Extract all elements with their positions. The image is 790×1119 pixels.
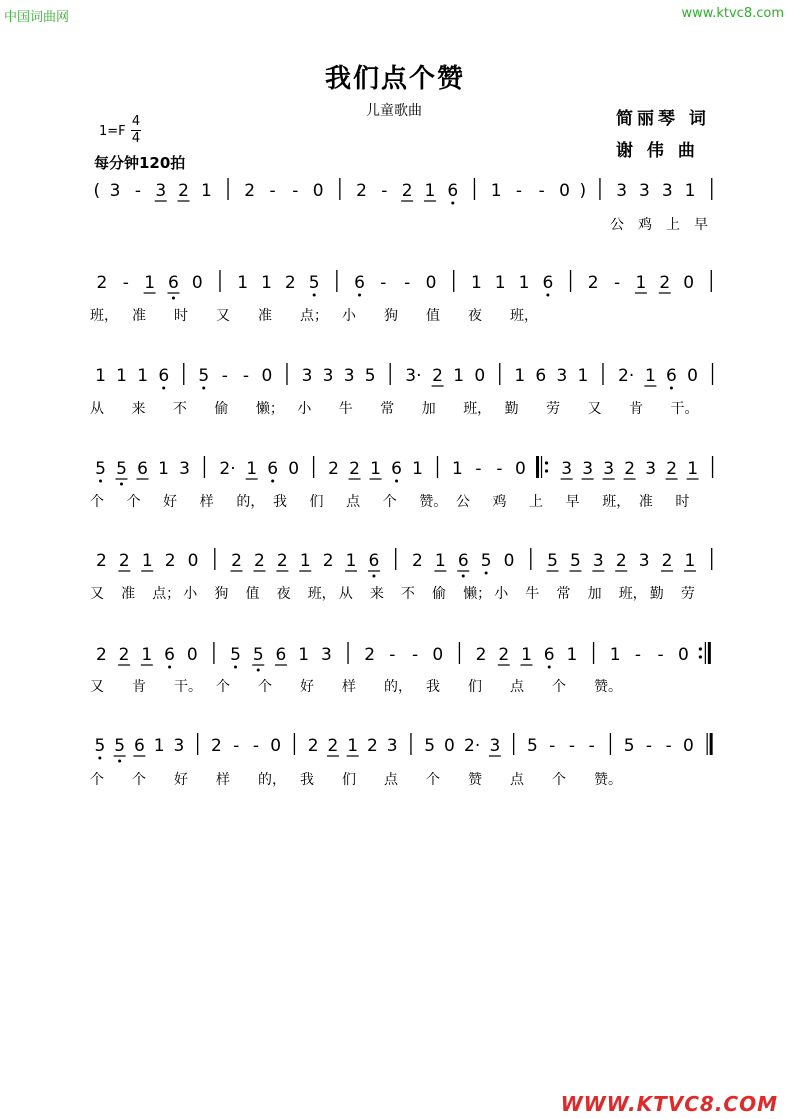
jianpu-note: 3 [109, 181, 121, 201]
lyric-syllable: 值 [426, 308, 440, 324]
jianpu-note: 1 [95, 366, 106, 386]
jianpu-note: 3 [173, 736, 185, 756]
lyric-syllable: 牛 [525, 586, 540, 602]
jianpu-note: 6 [158, 366, 170, 386]
lyric-syllable: 加 [587, 586, 602, 602]
lyric-syllable: 准 [258, 308, 272, 324]
jianpu-note: 5 [198, 366, 210, 386]
jianpu-note: 2 [349, 459, 360, 479]
lyric-syllable: 小 [297, 401, 312, 417]
lyric-syllable: 个 [216, 679, 230, 695]
jianpu-note: 1 [153, 736, 165, 756]
lyric-syllable: 个 [126, 494, 141, 510]
lyric-syllable: 不 [401, 586, 415, 602]
jianpu-note: 6 [354, 273, 365, 293]
jianpu-note: 3 [386, 736, 398, 756]
lyric-syllable: 肯 [132, 679, 146, 695]
jianpu-note: 6 [368, 551, 380, 571]
jianpu-note: 6 [168, 273, 179, 293]
lyric-syllable: 我 [426, 679, 440, 695]
lyric-syllable: 个 [552, 772, 566, 788]
lyric-syllable: 们 [468, 679, 482, 695]
jianpu-note: 3 [603, 459, 615, 479]
jianpu-note: - [645, 736, 652, 756]
jianpu-note: 6 [267, 459, 279, 479]
lyric-syllable: 的， [384, 679, 412, 695]
jianpu-note: 6 [457, 551, 469, 571]
jianpu-note: 2 [164, 551, 176, 571]
jianpu-note: 0 [474, 366, 486, 386]
low-octave-dot [485, 572, 488, 575]
jianpu-note: 3 [321, 645, 332, 665]
jianpu-note: 3 [616, 181, 628, 201]
jianpu-note: 3 [179, 459, 190, 479]
jianpu-note: 2 [401, 181, 413, 201]
jianpu-note: 2 [210, 736, 222, 756]
jianpu-note: 6 [164, 645, 175, 665]
repeat-dot [545, 469, 548, 472]
lyric-syllable: 偷 [432, 586, 447, 602]
jianpu-note: 1 [635, 273, 647, 293]
lyric-syllable: 赞 [468, 772, 482, 788]
jianpu-note: 0 [687, 366, 698, 386]
jianpu-note: 6 [543, 645, 555, 665]
lyric-syllable: 公 [610, 217, 624, 233]
lyric-syllable: 懒； [463, 586, 492, 602]
jianpu-note: 1 [644, 366, 656, 386]
jianpu-note: 3 [489, 736, 501, 756]
jianpu-note: 1 [494, 273, 506, 293]
lyric-syllable: 从 [338, 586, 353, 602]
jianpu-note: - [134, 181, 141, 201]
lyric-syllable: 来 [369, 586, 384, 602]
repeat-dot [699, 655, 702, 658]
jianpu-note: 2 [118, 645, 130, 665]
lyric-syllable: 们 [309, 494, 324, 510]
low-octave-dot [546, 294, 549, 297]
jianpu-note: 2 [432, 366, 444, 386]
tempo-marking: 每分钟120拍 [94, 154, 186, 172]
jianpu-note: 3 [155, 181, 167, 201]
lyric-syllable: 准 [121, 586, 136, 602]
jianpu-note: - [252, 736, 259, 756]
lyric-syllable: 夜 [468, 308, 482, 324]
lyric-syllable: 我 [272, 494, 287, 510]
jianpu-note: 2 [96, 551, 107, 571]
repeat-dot [699, 647, 702, 650]
lyric-syllable: 班， [90, 308, 118, 324]
jianpu-note: 2 [96, 273, 108, 293]
jianpu-note: 2 [244, 181, 256, 201]
lyric-syllable: 劳 [680, 586, 695, 602]
lyric-syllable: 好 [163, 494, 178, 510]
jianpu-note: 1 [566, 645, 578, 665]
lyric-syllable: 又 [587, 401, 602, 417]
jianpu-note: 3· [405, 366, 422, 386]
lyric-syllable: 样 [199, 494, 214, 510]
low-octave-dot [99, 480, 102, 483]
jianpu-note: - [269, 181, 276, 201]
jianpu-note: 2 [322, 551, 334, 571]
jianpu-note: 6 [133, 736, 145, 756]
jianpu-note: 3 [592, 551, 604, 571]
jianpu-note: 6 [137, 459, 148, 479]
jianpu-note: 2 [118, 551, 130, 571]
jianpu-note: ( [93, 181, 101, 201]
lyric-syllable: 又 [90, 679, 104, 695]
jianpu-note: 3 [343, 366, 355, 386]
jianpu-note: 0 [425, 273, 437, 293]
jianpu-note: 1 [514, 366, 526, 386]
jianpu-note: 1 [490, 181, 502, 201]
key-signature: 1=F [99, 124, 126, 139]
jianpu-note: - [404, 273, 411, 293]
lyric-syllable: 肯 [629, 401, 644, 417]
lyric-syllable: 班， [463, 401, 492, 417]
jianpu-note: 2 [231, 551, 242, 571]
jianpu-note: 3 [561, 459, 573, 479]
lyric-syllable: 个 [258, 679, 272, 695]
lyric-syllable: 上 [529, 494, 544, 510]
jianpu-note: 1 [687, 459, 699, 479]
jianpu-note: - [515, 181, 523, 201]
lyric-syllable: 早 [694, 217, 708, 233]
composer-credit: 谢 伟 曲 [616, 141, 699, 161]
lyric-syllable: 点 [346, 494, 361, 510]
jianpu-note: - [613, 273, 621, 293]
lyric-syllable: 鸡 [492, 494, 507, 510]
jianpu-note: 2 [666, 459, 678, 479]
jianpu-note: - [568, 736, 575, 756]
jianpu-note: 1 [141, 551, 153, 571]
jianpu-note: - [665, 736, 672, 756]
lyric-syllable: 勤 [649, 586, 664, 602]
lyric-syllable: 班， [618, 586, 647, 602]
jianpu-note: 1 [412, 459, 423, 479]
jianpu-note: 2 [498, 645, 510, 665]
jianpu-note: - [381, 181, 388, 201]
jianpu-note: 1 [434, 551, 446, 571]
jianpu-note: 0 [683, 273, 695, 293]
jianpu-note: 6 [275, 645, 287, 665]
jianpu-note: 2 [307, 736, 319, 756]
lyric-syllable: 狗 [214, 586, 229, 602]
jianpu-note: 0 [270, 736, 282, 756]
lyric-syllable: 值 [245, 586, 260, 602]
jianpu-note: 5 [252, 645, 264, 665]
lyric-syllable: 点 [510, 679, 524, 695]
lyric-syllable: 牛 [338, 401, 353, 417]
jianpu-note: 5 [95, 459, 106, 479]
jianpu-note: 2 [284, 273, 296, 293]
lyric-syllable: 鸡 [638, 217, 652, 233]
jianpu-note: 1 [684, 551, 696, 571]
low-octave-dot [172, 297, 175, 300]
jianpu-note: - [412, 645, 419, 665]
jianpu-note: 5 [480, 551, 492, 571]
jianpu-note: 6 [391, 459, 402, 479]
lyric-syllable: 我 [300, 772, 314, 788]
jianpu-note: 1 [246, 459, 258, 479]
lyric-syllable: 们 [342, 772, 356, 788]
jianpu-note: 2 [661, 551, 673, 571]
jianpu-note: - [657, 645, 664, 665]
jianpu-note: 2 [276, 551, 288, 571]
jianpu-note: 2 [367, 736, 378, 756]
jianpu-note: 2 [327, 736, 339, 756]
jianpu-note: 1 [299, 551, 311, 571]
lyric-syllable: 又 [90, 586, 104, 602]
jianpu-note: 1 [116, 366, 128, 386]
lyric-syllable: 点； [300, 308, 328, 324]
jianpu-note: 1 [518, 273, 530, 293]
lyric-syllable: 班， [307, 586, 336, 602]
lyric-syllable: 干。 [670, 401, 699, 417]
jianpu-note: 0 [432, 645, 444, 665]
low-octave-dot [670, 387, 673, 390]
lyric-syllable: 好 [300, 679, 314, 695]
lyric-syllable: 个 [426, 772, 440, 788]
lyric-syllable: 不 [172, 401, 187, 417]
time-signature-bottom: 4 [131, 131, 141, 146]
lyric-syllable: 上 [666, 217, 680, 233]
lyric-syllable: 准 [132, 308, 146, 324]
site-watermark-left: 中国词曲网 [4, 10, 70, 25]
low-octave-dot [202, 387, 205, 390]
lyric-syllable: 劳 [546, 401, 561, 417]
jianpu-note: 1 [144, 273, 156, 293]
jianpu-note: 2 [412, 551, 423, 571]
lyric-syllable: 的， [236, 494, 265, 510]
jianpu-note: 5 [424, 736, 436, 756]
jianpu-note: 3 [322, 366, 334, 386]
jianpu-note: 5 [230, 645, 241, 665]
lyric-syllable: 加 [421, 401, 436, 417]
jianpu-note: 2 [615, 551, 627, 571]
lyric-syllable: 赞。 [594, 772, 622, 788]
jianpu-note: 5 [116, 459, 127, 479]
jianpu-note: - [588, 736, 595, 756]
jianpu-note: 2 [624, 459, 636, 479]
lyric-syllable: 从 [90, 401, 104, 417]
jianpu-note: - [538, 181, 545, 201]
jianpu-note: 1 [424, 181, 436, 201]
jianpu-note: 0 [683, 736, 694, 756]
low-octave-dot [358, 294, 361, 297]
jianpu-note: - [233, 736, 240, 756]
lyric-syllable: 小 [183, 586, 198, 602]
lyric-syllable: 公 [455, 494, 470, 510]
jianpu-note: 6 [447, 181, 459, 201]
low-octave-dot [118, 760, 121, 763]
lyric-syllable: 准 [638, 494, 653, 510]
lyric-syllable: 个 [90, 772, 104, 788]
lyric-syllable: 夜 [276, 586, 291, 602]
jianpu-note: 6 [542, 273, 554, 293]
jianpu-note: 5 [94, 736, 106, 756]
jianpu-note: 0 [515, 459, 526, 479]
jianpu-note: 5 [308, 273, 320, 293]
lyric-syllable: 早 [565, 494, 580, 510]
jianpu-note: 2 [328, 459, 339, 479]
lyric-syllable: 时 [675, 494, 690, 510]
jianpu-note: 2 [364, 645, 376, 665]
jianpu-note: ) [579, 181, 587, 201]
jianpu-note: 3 [582, 459, 594, 479]
low-octave-dot [372, 575, 375, 578]
lyric-syllable: 狗 [384, 308, 398, 324]
lyric-syllable: 点 [384, 772, 398, 788]
jianpu-note: 0 [559, 181, 570, 201]
lyric-syllable: 点 [510, 772, 524, 788]
jianpu-note: 2 [254, 551, 265, 571]
low-octave-dot [120, 483, 123, 486]
song-title: 我们点个赞 [324, 64, 465, 94]
lyric-syllable: 个 [90, 494, 104, 510]
jianpu-note: 3 [556, 366, 568, 386]
jianpu-note: 0 [677, 645, 689, 665]
jianpu-note: 0 [187, 551, 199, 571]
jianpu-note: 5 [364, 366, 376, 386]
jianpu-note: 1 [521, 645, 532, 665]
low-octave-dot [451, 202, 454, 205]
jianpu-note: 0 [261, 366, 273, 386]
jianpu-note: 1 [261, 273, 272, 293]
lyric-syllable: 常 [380, 401, 395, 417]
jianpu-note: 0 [191, 273, 203, 293]
low-octave-dot [257, 669, 260, 672]
jianpu-note: 1 [370, 459, 381, 479]
jianpu-note: 6 [666, 366, 677, 386]
site-watermark-right: www.ktvc8.com [681, 6, 784, 21]
jianpu-note: - [389, 645, 396, 665]
low-octave-dot [548, 666, 551, 669]
jianpu-note: - [380, 273, 387, 293]
lyric-syllable: 小 [494, 586, 509, 602]
lyric-syllable: 班， [510, 308, 538, 324]
lyric-syllable: 的， [258, 772, 286, 788]
jianpu-note: 1 [453, 366, 465, 386]
jianpu-note: 2 [178, 181, 189, 201]
low-octave-dot [168, 666, 171, 669]
jianpu-note: 2 [95, 645, 107, 665]
lyricist-credit: 简丽琴 词 [616, 109, 710, 129]
jianpu-note: - [292, 181, 299, 201]
jianpu-note: 0 [312, 181, 324, 201]
jianpu-note: - [496, 459, 503, 479]
jianpu-note: 1 [452, 459, 463, 479]
lyric-syllable: 个 [132, 772, 146, 788]
lyric-syllable: 常 [556, 586, 571, 602]
lyric-syllable: 小 [342, 308, 356, 324]
jianpu-note: 0 [444, 736, 455, 756]
low-octave-dot [234, 666, 237, 669]
jianpu-note: 2 [659, 273, 671, 293]
lyric-syllable: 好 [174, 772, 188, 788]
lyric-syllable: 样 [342, 679, 356, 695]
jianpu-note: 0 [503, 551, 515, 571]
low-octave-dot [462, 575, 465, 578]
lyric-syllable: 赞。 [594, 679, 622, 695]
jianpu-note: 1 [158, 459, 169, 479]
lyric-syllable: 样 [216, 772, 230, 788]
low-octave-dot [395, 480, 398, 483]
lyric-syllable: 个 [552, 679, 566, 695]
jianpu-note: 5 [623, 736, 635, 756]
jianpu-note: 3 [661, 181, 673, 201]
jianpu-note: 5 [526, 736, 538, 756]
lyric-syllable: 懒； [255, 401, 284, 417]
jianpu-note: 6 [535, 366, 547, 386]
jianpu-note: 0 [186, 645, 198, 665]
jianpu-note: 3 [639, 181, 650, 201]
jianpu-note: 1 [237, 273, 249, 293]
jianpu-note: - [549, 736, 556, 756]
jianpu-note: 1 [609, 645, 621, 665]
jianpu-note: 2· [219, 459, 236, 479]
jianpu-note: 1 [684, 181, 696, 201]
jianpu-note: 1 [470, 273, 482, 293]
jianpu-note: 1 [141, 645, 153, 665]
low-octave-dot [313, 294, 316, 297]
lyric-syllable: 班， [602, 494, 631, 510]
lyric-syllable: 偷 [214, 401, 229, 417]
jianpu-note: 0 [288, 459, 300, 479]
jianpu-note: 1 [298, 645, 310, 665]
jianpu-note: 1 [137, 366, 149, 386]
lyric-syllable: 又 [216, 308, 230, 324]
lyric-syllable: 个 [382, 494, 397, 510]
jianpu-note: 1 [200, 181, 212, 201]
jianpu-note: 2 [356, 181, 367, 201]
jianpu-note: - [221, 366, 228, 386]
lyric-syllable: 勤 [504, 401, 519, 417]
jianpu-note: 1 [577, 366, 589, 386]
jianpu-note: - [242, 366, 249, 386]
jianpu-note: 3 [301, 366, 313, 386]
low-octave-dot [98, 757, 101, 760]
jianpu-note: 1 [345, 551, 357, 571]
jianpu-note: 2 [475, 645, 487, 665]
song-subtitle: 儿童歌曲 [366, 103, 422, 119]
jianpu-note: 5 [570, 551, 581, 571]
jianpu-note: 2· [464, 736, 481, 756]
lyric-syllable: 时 [174, 308, 188, 324]
time-signature-top: 4 [131, 114, 141, 129]
footer-logo-watermark: WWW.KTVC8.COM [560, 1092, 778, 1116]
jianpu-note: 5 [114, 736, 126, 756]
lyric-syllable: 来 [131, 401, 146, 417]
lyric-syllable: 干。 [174, 679, 202, 695]
jianpu-note: 5 [547, 551, 558, 571]
jianpu-note: - [122, 273, 129, 293]
jianpu-note: 1 [347, 736, 359, 756]
jianpu-note: 2· [618, 366, 635, 386]
repeat-dot [545, 461, 548, 464]
low-octave-dot [271, 480, 274, 483]
lyric-syllable: 点； [152, 586, 181, 602]
jianpu-note: 2 [587, 273, 599, 293]
jianpu-note: - [475, 459, 482, 479]
jianpu-note: 3 [645, 459, 657, 479]
jianpu-note: - [634, 645, 641, 665]
jianpu-note: 3 [638, 551, 650, 571]
lyric-syllable: 赞。 [419, 494, 448, 510]
low-octave-dot [162, 387, 165, 390]
